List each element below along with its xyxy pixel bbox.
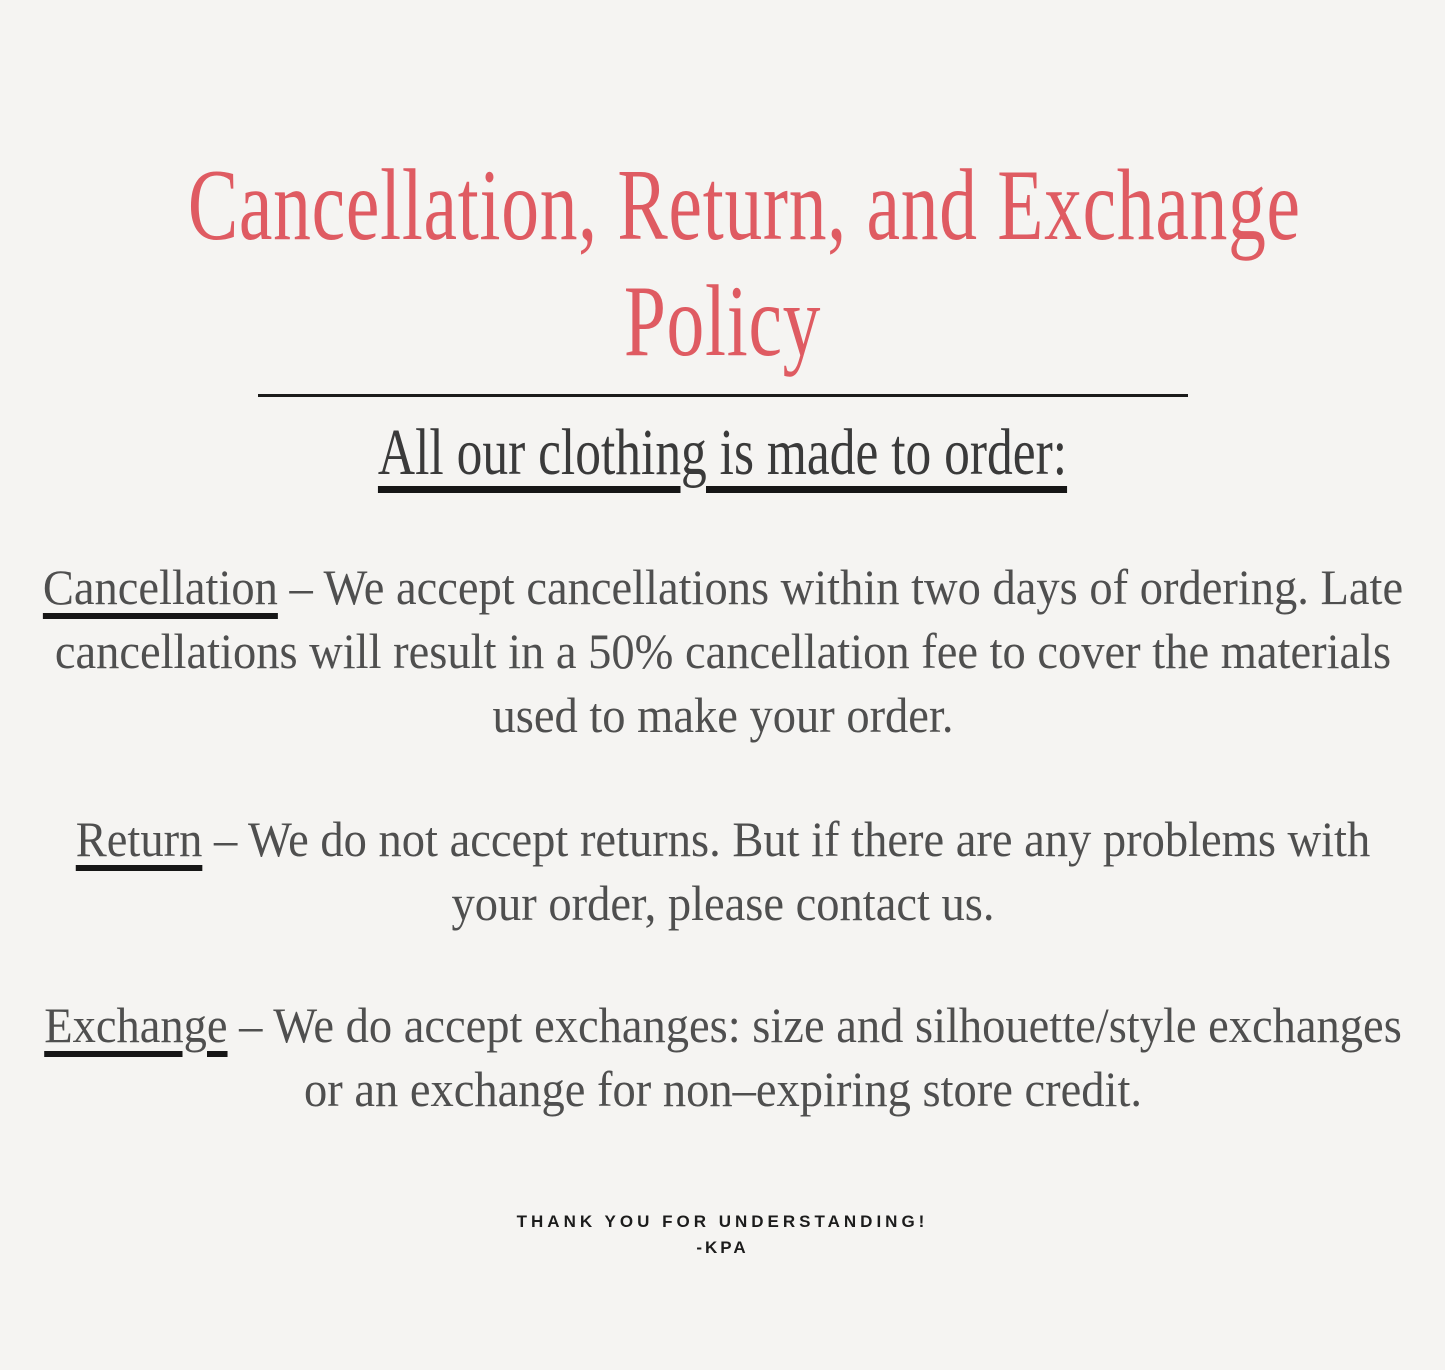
page-title-line-2: Policy (623, 265, 822, 378)
cancellation-term: Cancellation (42, 559, 278, 615)
footer (0, 1209, 1445, 1261)
return-policy (34, 807, 1410, 935)
return-term: Return (75, 811, 202, 867)
return-description: – We do not accept returns. But if there are any problems with your order, please contact us. (201, 811, 1370, 931)
made-to-order-heading: All our clothing is made to order: (377, 416, 1068, 489)
cancellation-description: – We accept cancellations within two days of ordering. Late cancellations will result in a 50% cancellation fee to cover the materials used to make your order. (54, 559, 1403, 743)
title-divider (258, 394, 1188, 397)
cancellation-policy (34, 555, 1410, 747)
thanks-text: THANK YOU FOR UNDERSTANDING! (516, 1212, 929, 1231)
exchange-policy (34, 993, 1410, 1121)
page-title (0, 148, 1445, 380)
page-title-line-1: Cancellation, Return, and Exchange (187, 149, 1301, 262)
exchange-term: Exchange (43, 997, 228, 1053)
exchange-description: – We do accept exchanges: size and silhouette/style exchanges or an exchange for non–expiring store credit. (227, 997, 1402, 1117)
signature-text: -KPA (696, 1238, 749, 1257)
